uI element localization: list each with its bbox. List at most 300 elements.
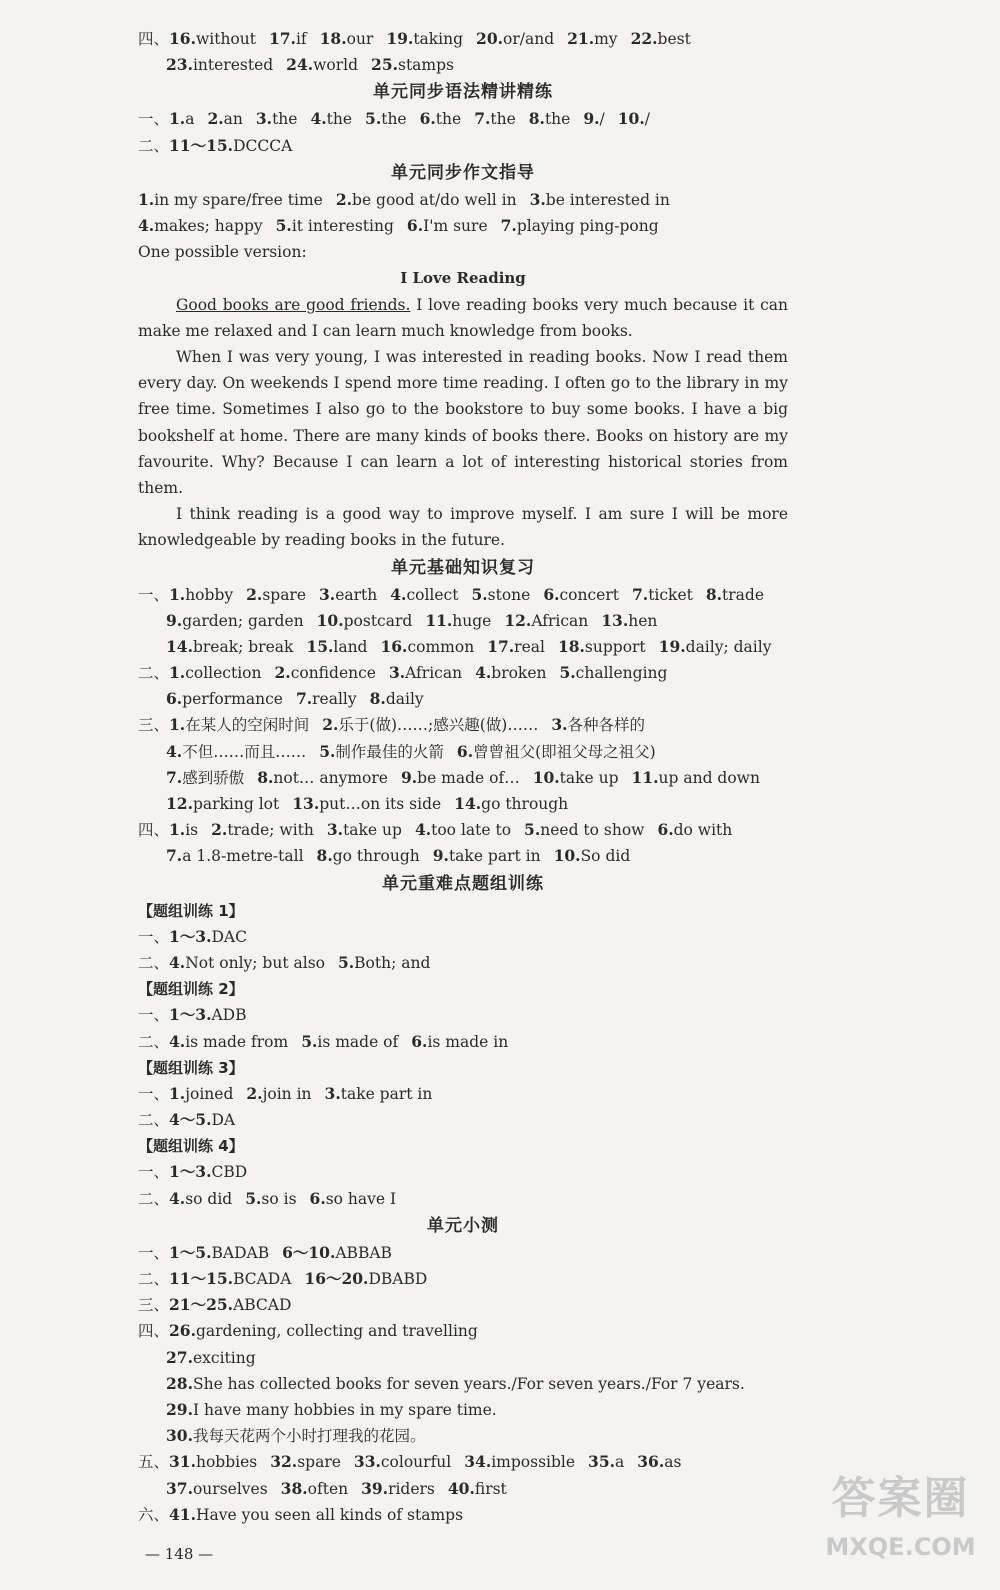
answer-item <box>389 664 462 682</box>
answer-item <box>559 664 667 682</box>
question-number: 6. <box>657 820 674 840</box>
answer-text: be interested in <box>545 190 670 209</box>
answer-text: CBD <box>211 1163 248 1182</box>
section-heading: 单元同步作文指导 <box>391 162 535 183</box>
answer-text: too late to <box>431 821 512 840</box>
question-number: 16～20. <box>304 1269 369 1289</box>
question-number: 20. <box>476 29 504 48</box>
answer-row <box>138 608 788 634</box>
answer-item <box>276 217 394 235</box>
answer-text: take part in <box>448 847 541 866</box>
watermark-logo <box>808 1468 993 1586</box>
answer-text: confidence <box>290 664 376 683</box>
question-number: 17. <box>487 636 515 656</box>
answer-text: be good at/do well in <box>352 190 517 209</box>
answer-row <box>138 1081 788 1107</box>
answer-text: world <box>313 56 359 75</box>
answer-text: ourselves <box>192 1479 268 1498</box>
paragraph-text: I love reading books very much because it can make me relaxed and I can learn much knowledge from books. <box>138 295 788 340</box>
answer-item <box>211 821 314 839</box>
answer-row <box>138 1292 788 1318</box>
question-number: 1. <box>169 715 186 735</box>
answer-item <box>327 821 402 839</box>
question-number: 3. <box>529 189 546 209</box>
answer-text: trade; with <box>227 821 314 840</box>
question-number: 31. <box>169 1452 196 1472</box>
answer-text: challenging <box>575 664 668 683</box>
answer-item <box>166 1349 256 1367</box>
question-number: 41. <box>169 1504 196 1524</box>
answer-row <box>138 950 788 976</box>
answer-row <box>138 1029 788 1055</box>
question-number: 10. <box>532 767 560 787</box>
answer-text: parking lot <box>192 795 280 814</box>
answer-item <box>487 638 545 656</box>
answer-row <box>138 582 788 608</box>
answer-text: support <box>584 637 646 656</box>
answer-item <box>583 110 604 128</box>
answer-text: So did <box>580 847 631 866</box>
paragraph-text: I think reading is a good way to improve myself. I am sure I will be more knowledgeable by reading books in the future. <box>138 505 788 550</box>
question-number: 9. <box>432 846 449 866</box>
answer-item <box>433 847 541 865</box>
question-number: 25. <box>371 55 398 75</box>
question-number: 38. <box>280 1478 308 1498</box>
question-number: 28. <box>166 1373 193 1393</box>
answer-item <box>317 612 413 630</box>
answer-item <box>558 638 646 656</box>
answer-item <box>354 1453 451 1471</box>
question-number: 19. <box>658 636 686 656</box>
part-label: 三、 <box>138 716 170 735</box>
answer-item <box>501 217 659 235</box>
answer-text: ABCAD <box>233 1296 292 1315</box>
question-number: 16. <box>169 29 196 48</box>
question-number: 11～15. <box>169 1269 234 1289</box>
answer-item <box>588 1453 624 1471</box>
answer-item <box>169 1163 247 1181</box>
answer-text: ticket <box>648 585 693 604</box>
part-label: 一、 <box>138 1006 170 1025</box>
answer-item <box>371 56 454 74</box>
question-number: 12. <box>504 610 532 630</box>
group-label: 【题组训练 1】 <box>138 901 244 920</box>
answer-text: DAC <box>211 927 247 946</box>
answer-row <box>138 817 788 843</box>
answer-item <box>659 638 772 656</box>
answer-text: BADAB <box>211 1243 270 1262</box>
answer-item <box>529 110 571 128</box>
answer-text: the <box>435 110 462 129</box>
answer-item <box>524 821 644 839</box>
answer-text: performance <box>182 690 283 709</box>
answer-item <box>166 847 304 865</box>
answer-text: the <box>326 110 353 129</box>
question-number: 6. <box>406 215 424 235</box>
answer-item <box>169 1033 288 1051</box>
question-number: 19. <box>386 29 414 48</box>
answer-text: 在某人的空闲时间 <box>185 716 310 735</box>
question-number: 3. <box>255 109 273 129</box>
essay-paragraph <box>138 344 788 501</box>
answer-item <box>169 1506 463 1524</box>
answer-item <box>454 795 568 813</box>
question-number: 8. <box>316 846 333 866</box>
answer-item <box>407 217 488 235</box>
answer-text: need to show <box>540 821 645 840</box>
answer-text: DBABD <box>368 1270 428 1289</box>
answer-text: the <box>544 110 571 129</box>
question-number: 14. <box>454 794 482 814</box>
answer-item <box>166 1480 268 1498</box>
answer-item <box>533 769 619 787</box>
answer-text: postcard <box>343 611 413 630</box>
answer-text: stamps <box>398 56 454 75</box>
answer-text: hen <box>628 611 658 630</box>
question-number: 2. <box>335 189 353 209</box>
answer-item <box>338 954 430 972</box>
answer-row <box>138 1318 788 1344</box>
answer-item <box>474 110 516 128</box>
question-number: 17. <box>268 29 296 48</box>
question-number: 23. <box>166 55 193 75</box>
answer-item <box>166 612 304 630</box>
answer-row <box>138 739 788 765</box>
question-number: 1～3. <box>169 926 212 946</box>
answer-text: hobbies <box>195 1453 258 1472</box>
answer-item <box>310 110 352 128</box>
answer-text: I have many hobbies in my spare time. <box>192 1400 497 1419</box>
answer-text: first <box>474 1479 507 1498</box>
question-number: 9. <box>166 610 183 630</box>
answer-item <box>370 690 424 708</box>
answer-text: Not only; but also <box>185 953 325 972</box>
question-number: 21～25. <box>169 1295 234 1315</box>
answer-row <box>138 1002 788 1028</box>
question-number: 1. <box>169 820 186 840</box>
answer-item <box>169 1270 291 1288</box>
part-label: 一、 <box>138 110 170 129</box>
answer-row <box>138 1107 788 1133</box>
answer-item <box>169 1296 291 1314</box>
question-number: 7. <box>500 215 517 235</box>
part-label: 二、 <box>138 1032 170 1051</box>
group-label: 【题组训练 3】 <box>138 1058 244 1077</box>
answer-item <box>166 795 279 813</box>
question-number: 2. <box>207 109 224 129</box>
answer-text: / <box>599 110 605 129</box>
answer-text: 感到骄傲 <box>182 768 245 787</box>
answer-item <box>657 821 732 839</box>
question-number: 5. <box>245 1188 262 1208</box>
answer-item <box>138 191 323 209</box>
answer-text: 我每天花两个小时打理我的花园。 <box>192 1427 426 1446</box>
answer-item <box>169 1322 478 1340</box>
answer-item <box>246 1085 311 1103</box>
answer-text: She has collected books for seven years./For seven years./For 7 years. <box>192 1374 745 1393</box>
question-number: 10. <box>316 610 344 630</box>
answer-item <box>292 795 441 813</box>
answer-item <box>457 743 656 761</box>
answer-row <box>138 1397 788 1423</box>
answer-text: concert <box>559 585 619 604</box>
question-number: 6. <box>456 741 474 761</box>
answer-row <box>138 1371 788 1397</box>
question-number: 30. <box>166 1426 193 1446</box>
question-number: 5. <box>275 215 292 235</box>
question-number: 8. <box>369 689 386 709</box>
essay-paragraph <box>138 501 788 553</box>
answer-item <box>166 743 306 761</box>
question-number: 4. <box>475 663 492 683</box>
answer-item <box>386 30 463 48</box>
answer-text: ADB <box>211 1006 247 1025</box>
answer-item <box>138 217 263 235</box>
answer-text: not… anymore <box>273 768 388 787</box>
answer-item <box>361 1480 435 1498</box>
part-label: 二、 <box>138 1189 170 1208</box>
question-number: 7. <box>295 689 313 709</box>
answer-item <box>632 769 760 787</box>
answer-item <box>169 1190 232 1208</box>
answer-row <box>138 213 788 239</box>
answer-text: interested <box>192 56 274 75</box>
answer-item <box>425 612 491 630</box>
answer-item <box>322 716 538 734</box>
question-number: 6. <box>419 109 436 129</box>
answer-text: spare <box>297 1453 341 1472</box>
question-number: 24. <box>286 55 314 75</box>
answer-item <box>530 191 670 209</box>
answer-text: collection <box>185 664 262 683</box>
answer-text: huge <box>452 611 492 630</box>
answer-text: the <box>272 110 298 129</box>
question-number: 4. <box>169 1188 186 1208</box>
answer-text: so have I <box>325 1189 397 1208</box>
answer-row <box>138 634 788 660</box>
answer-row <box>138 52 788 78</box>
question-number: 8. <box>257 767 274 787</box>
answer-item <box>166 769 244 787</box>
question-number: 1. <box>169 663 186 683</box>
answer-row <box>138 686 788 712</box>
answer-item <box>301 1033 398 1051</box>
answer-item <box>554 847 631 865</box>
answer-item <box>166 1401 497 1419</box>
part-label: 四、 <box>138 1322 170 1341</box>
question-number: 32. <box>270 1452 298 1472</box>
answer-row <box>138 791 788 817</box>
answer-text: broken <box>491 664 547 683</box>
question-number: 15. <box>306 636 334 656</box>
answer-text: if <box>295 30 307 48</box>
question-number: 21. <box>567 29 595 48</box>
answer-item <box>420 110 462 128</box>
answer-text: / <box>644 110 650 129</box>
question-number: 5. <box>559 663 576 683</box>
answer-item <box>306 638 367 656</box>
answer-text: an <box>223 110 243 129</box>
question-number: 10. <box>617 109 645 129</box>
answer-item <box>269 30 307 48</box>
watermark-logo-text: 答案圈 <box>831 1473 970 1524</box>
answer-text: exciting <box>192 1348 256 1367</box>
question-number: 1～3. <box>169 1005 212 1025</box>
answer-text: really <box>312 690 357 709</box>
answer-text: take part in <box>340 1084 433 1103</box>
answer-item <box>270 1453 341 1471</box>
question-number: 2. <box>246 1083 263 1103</box>
answer-text: or/and <box>503 30 555 48</box>
answer-item <box>551 716 645 734</box>
answer-text: join in <box>262 1084 312 1103</box>
answer-item <box>618 110 650 128</box>
part-label: 三、 <box>138 1296 170 1315</box>
answer-text: our <box>346 30 374 48</box>
question-number: 7. <box>166 846 183 866</box>
answer-item <box>169 1453 257 1471</box>
question-number: 6. <box>166 689 183 709</box>
answer-item <box>169 110 194 128</box>
answer-item <box>543 586 619 604</box>
answer-text: taking <box>413 30 464 48</box>
answer-row <box>138 187 788 213</box>
answer-text: it interesting <box>291 216 394 235</box>
answer-item <box>275 664 376 682</box>
part-label: 六、 <box>138 1505 170 1524</box>
answer-text: as <box>664 1453 682 1472</box>
section-heading: 单元小测 <box>427 1215 499 1236</box>
answer-item <box>319 586 377 604</box>
answer-item <box>464 1453 575 1471</box>
question-number: 5. <box>471 584 488 604</box>
question-number: 22. <box>630 29 658 48</box>
answer-item <box>286 56 358 74</box>
question-number: 26. <box>169 1321 196 1341</box>
answer-item <box>401 769 520 787</box>
answer-item <box>310 1190 397 1208</box>
question-number: 4. <box>414 820 432 840</box>
answer-text: DA <box>211 1111 236 1130</box>
answer-item <box>365 110 407 128</box>
answer-item <box>169 664 261 682</box>
answer-page <box>138 26 788 1528</box>
answer-item <box>169 586 233 604</box>
question-number: 1. <box>138 189 155 209</box>
answer-text: riders <box>388 1479 435 1498</box>
question-number: 11. <box>631 767 659 787</box>
answer-item <box>256 110 298 128</box>
answer-text: so did <box>185 1189 233 1208</box>
answer-row <box>138 26 788 52</box>
answer-text: go through <box>332 847 420 866</box>
answer-item <box>169 954 325 972</box>
question-number: 5. <box>524 820 541 840</box>
answer-item <box>169 1111 235 1129</box>
part-label: 四、 <box>138 30 170 48</box>
question-number: 1. <box>169 1083 186 1103</box>
answer-text: earth <box>335 585 378 604</box>
answer-item <box>169 1006 246 1024</box>
answer-text: hobby <box>185 585 234 604</box>
answer-text: best <box>657 30 691 48</box>
answer-text: impossible <box>491 1453 576 1472</box>
answer-text: be made of… <box>417 768 520 787</box>
answer-row <box>138 1449 788 1475</box>
answer-text: my <box>594 30 618 48</box>
question-number: 10. <box>553 846 581 866</box>
answer-text: joined <box>185 1084 234 1103</box>
answer-row <box>138 1502 788 1528</box>
answer-item <box>166 638 293 656</box>
answer-text: DCCCA <box>233 136 293 155</box>
question-number: 8. <box>528 109 545 129</box>
answer-row <box>138 106 788 132</box>
question-number: 39. <box>361 1478 389 1498</box>
question-number: 13. <box>601 610 629 630</box>
part-label: 二、 <box>138 136 170 155</box>
page-number: — 148 — <box>145 1545 214 1563</box>
answer-text: often <box>307 1479 349 1498</box>
section-heading: 单元重难点题组训练 <box>382 873 544 894</box>
question-number: 33. <box>353 1452 381 1472</box>
answer-item <box>169 716 309 734</box>
answer-row <box>138 765 788 791</box>
question-number: 3. <box>319 584 336 604</box>
answer-item <box>169 1085 233 1103</box>
question-number: 9. <box>583 109 600 129</box>
answer-item <box>601 612 657 630</box>
answer-item <box>336 191 517 209</box>
question-number: 4～5. <box>169 1110 212 1130</box>
part-label: 二、 <box>138 953 170 972</box>
section-heading: 单元同步语法精讲精练 <box>373 82 553 103</box>
answer-text: is made in <box>427 1032 509 1051</box>
answer-text: in my spare/free time <box>154 190 323 209</box>
answer-text: collect <box>406 585 459 604</box>
answer-row <box>138 712 788 738</box>
answer-text: African <box>531 611 589 630</box>
essay-title: I Love Reading <box>400 269 526 288</box>
question-number: 6～10. <box>282 1242 336 1262</box>
answer-item <box>246 586 306 604</box>
part-label: 二、 <box>138 1270 170 1289</box>
answer-text: take up <box>559 768 619 787</box>
answer-item <box>415 821 511 839</box>
question-number: 18. <box>557 636 585 656</box>
answer-item <box>448 1480 507 1498</box>
question-number: 29. <box>166 1399 193 1419</box>
part-label: 二、 <box>138 1111 170 1130</box>
question-number: 5. <box>319 741 336 761</box>
answer-text: garden; garden <box>182 611 304 630</box>
answer-item <box>304 1270 427 1288</box>
answer-text: real <box>514 637 545 656</box>
question-number: 7. <box>632 584 649 604</box>
question-number: 5. <box>301 1031 318 1051</box>
group-label: 【题组训练 4】 <box>138 1137 244 1156</box>
question-number: 4. <box>390 584 407 604</box>
question-number: 14. <box>166 636 193 656</box>
answer-item <box>166 56 273 74</box>
part-label: 五、 <box>138 1453 170 1472</box>
part-label: 二、 <box>138 664 170 683</box>
answer-item <box>319 743 444 761</box>
answer-text: a 1.8-metre-tall <box>182 847 304 866</box>
answer-text: colourful <box>380 1453 452 1472</box>
question-number: 4. <box>169 1031 186 1051</box>
answer-item <box>245 1190 296 1208</box>
